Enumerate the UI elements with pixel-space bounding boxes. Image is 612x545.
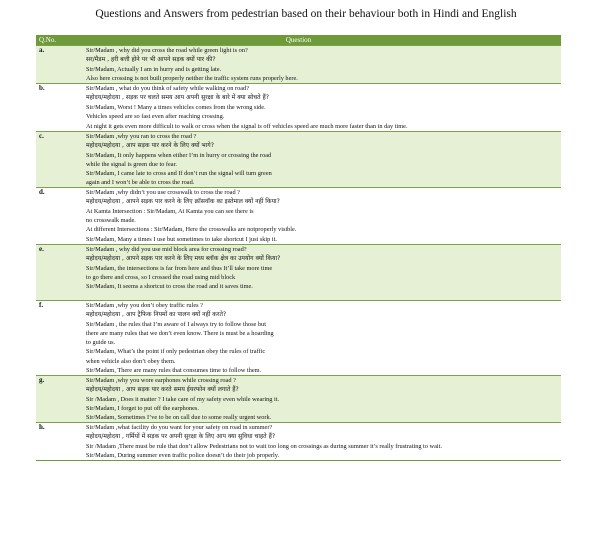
qa-text-line: Sir/Madam ,why you don’t obey traffic rules ?: [86, 302, 203, 310]
table-row: [36, 300, 561, 375]
qa-text-line: Sir/Madam , the rules that I’m aware of I always try to follow those but: [86, 321, 266, 329]
table-row: [36, 422, 561, 460]
qa-text-line: Sir /Madam ,There must be rule that don’t allow Pedestrians not to wait too long on crossings as during summer it’s really frustrating to wait.: [86, 443, 442, 451]
qa-text-line: to go there and cross, so I crossed the road using mid block: [86, 273, 236, 281]
qa-text-line: At different Intersections : Sir/Madam, Here the crosswalks are notproperly visible.: [86, 226, 297, 234]
table-row: [36, 187, 561, 243]
hindi-question-line: महोदय/महोदया , आप सड़क पार करते समय ईयरफोन क्यों लगाते हैं?: [86, 385, 239, 393]
question-number: c.: [39, 131, 44, 140]
question-cell: [86, 132, 561, 187]
question-number: b.: [39, 84, 45, 93]
qa-text-line: [86, 291, 561, 300]
header-qno: Q.No.: [39, 36, 57, 44]
qa-text-line: Sir/Madam, I came late to cross and If don’t run the signal will turn green: [86, 169, 272, 177]
qa-table: [36, 35, 561, 461]
hindi-question-line: महोदय/महोदया , आप सड़क पार करने के लिए क्यों भागे?: [86, 141, 214, 149]
qa-text-line: Sir/Madam, Many a times I use but sometimes to take shortcut I just skip it.: [86, 235, 277, 243]
hindi-question-line: सर/मैडम , हरी बत्ती होने पर भी आपने सड़क क्यों पार की?: [86, 56, 216, 64]
qa-text-line: to guide us.: [86, 339, 116, 347]
question-cell: [86, 423, 561, 460]
hindi-question-line: महोदय/महोदया , आपने सड़क पार करने के लिए क्रॉसवॉक का इस्तेमाल क्यों नहीं किया?: [86, 198, 280, 206]
qa-text-line: when vehicle also don’t obey them.: [86, 357, 176, 365]
table-row: [36, 45, 561, 83]
qa-text-line: Sir/Madam, the intersections is far from here and thus It’ll take more time: [86, 264, 273, 272]
question-number: h.: [39, 423, 45, 432]
qa-text-line: Sir/Madam, Worst ! Many a times vehicles comes from the wrong side.: [86, 104, 266, 112]
header-question: Question: [285, 36, 312, 44]
question-cell: [86, 84, 561, 130]
question-number: e.: [39, 244, 44, 253]
qa-text-line: Vehicles speed are so fast even after reaching crossing.: [86, 113, 225, 121]
hindi-question-line: महोदय/महोदया , आपने सड़क पार करने के लिए मध्य ब्लॉक क्षेत्र का उपयोग क्यों किया?: [86, 254, 281, 262]
qa-text-line: there are many rules that we don’t even know. There is must be a hoarding: [86, 330, 274, 338]
question-number: a.: [39, 46, 45, 54]
qa-text-line: Also here crossing is not built properly neither the traffic system runs properly here.: [86, 75, 298, 83]
question-cell: [86, 376, 561, 422]
table-row: [36, 131, 561, 187]
qa-text-line: Sir/Madam ,why you wore earphones while crossing road ?: [86, 376, 236, 384]
question-number: g.: [39, 375, 45, 384]
qa-text-line: Sir/Madam, I forget to put off the earphones.: [86, 404, 199, 412]
qa-text-line: no crosswalk made.: [86, 217, 136, 225]
qa-text-line: Sir/Madam ,why didn’t you use crosswalk to cross the road ?: [86, 189, 240, 197]
qa-text-line: Sir/Madam, Sometimes I’ve to be on call due to some really urgent work.: [86, 414, 272, 421]
question-cell: [86, 245, 561, 300]
table-body: [36, 45, 561, 460]
qa-text-line: Sir /Madam , Does it matter ? I take care of my safety even while wearing it.: [86, 395, 280, 403]
table-row: [36, 375, 561, 422]
qa-text-line: Sir/Madam , why did you use mid block area for crossing road?: [86, 245, 247, 253]
question-cell: [86, 188, 561, 243]
table-row: [36, 244, 561, 300]
qa-text-line: Sir/Madam, It seems a shortcut to cross the road and it saves time.: [86, 282, 253, 290]
hindi-question-line: महोदय/महोदया , आप ट्रैफिक नियमों का पालन क्यों नहीं करते?: [86, 311, 227, 319]
hindi-question-line: महोदय/महोदया , सड़क पर चलते समय आप अपनी सुरक्षा के बारे में क्या सोचते हैं?: [86, 94, 270, 102]
table-header: [36, 35, 561, 45]
qa-text-line: At Kamta Intersection : Sir/Madam, At Kamta you can see there is: [86, 208, 254, 216]
page-title: Questions and Answers from pedestrian based on their behaviour both in Hindi and English: [95, 8, 517, 20]
qa-text-line: Sir/Madam, What’s the point if only pedestrian obey the rules of traffic: [86, 348, 266, 356]
qa-text-line: Sir/Madam , why did you cross the road while green light is on?: [86, 47, 248, 54]
question-cell: [86, 301, 561, 375]
question-number: d.: [39, 188, 45, 197]
qa-text-line: Sir/Madam, It only happens when either I’m in hurry or crossing the road: [86, 151, 272, 159]
qa-text-line: Sir/Madam, During summer even traffic police doesn’t do their job properly.: [86, 452, 280, 460]
hindi-question-line: महोदय/महोदया , गर्मियों में सड़क पर अपनी सुरक्षा के लिए आप क्या सुविधा चाहते हैं?: [86, 433, 276, 441]
qa-text-line: Sir/Madam , what do you think of safety while walking on road?: [86, 85, 249, 93]
qa-text-line: Sir/Madam ,what facility do you want for your safety on road in summer?: [86, 424, 273, 432]
qa-text-line: again and I won’t be able to cross the road.: [86, 179, 195, 187]
qa-text-line: Sir/Madam, There are many rules that consumes time to follow them.: [86, 366, 262, 374]
qa-text-line: At night it gets even more difficult to walk or cross when the signal is off vehicles speed are much more faster than in day time.: [86, 122, 408, 130]
question-cell: [86, 46, 561, 83]
table-row: [36, 83, 561, 130]
qa-text-line: Sir/Madam, Actually I am in hurry and is getting late.: [86, 66, 222, 74]
qa-text-line: while the signal is green due to fear.: [86, 160, 177, 168]
question-number: f.: [39, 301, 44, 310]
qa-text-line: Sir/Madam ,why you ran to cross the road ?: [86, 132, 197, 140]
